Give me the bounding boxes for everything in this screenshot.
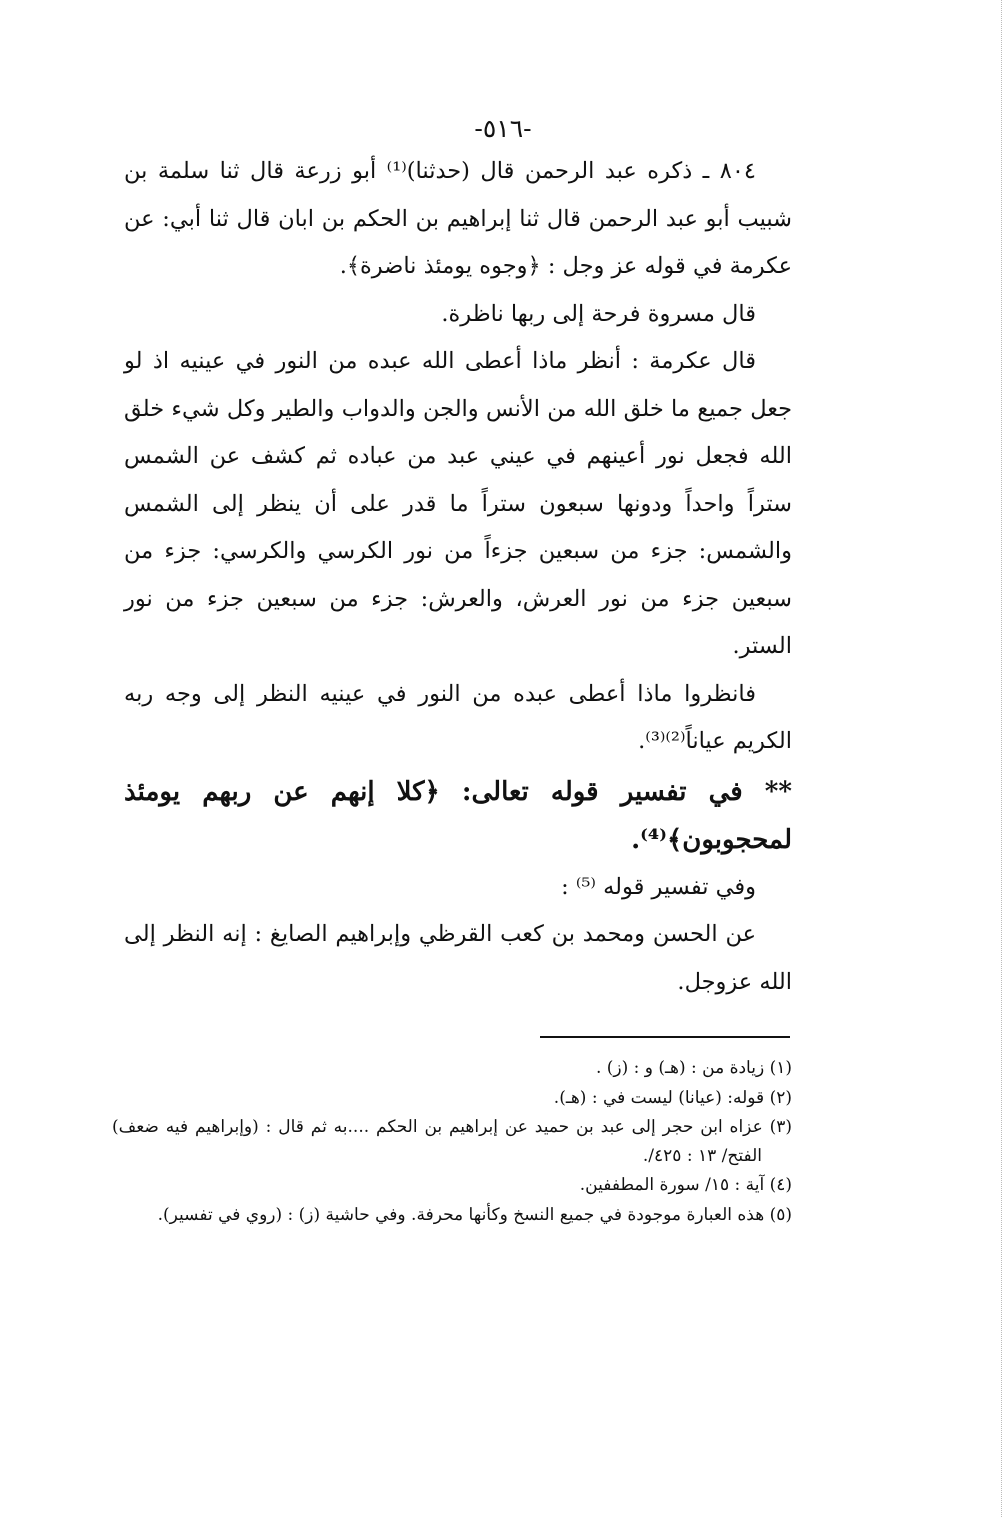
footnote-4: (٤) آية : ١٥/ سورة المطففين. <box>579 1175 792 1195</box>
conclusion-paragraph: فانظروا ماذا أعطى عبده من النور في عينيه النظر إلى وجه ربه الكريم عياناً⁽²⁾⁽³⁾. <box>124 680 792 754</box>
page-edge-line <box>1001 0 1002 1517</box>
ikrima-paragraph: قال عكرمة : أنظر ماذا أعطى الله عبده من النور في عينيه اذ لو جعل جميع ما خلق الله من الأنس والجن والدواب والطير وكل شيء خلق الله فجعل نور أعينهم في عيني عبد من عباده ثم كشف عن الشمس ستراً واحداً ودونها سبعون ستراً ما قدر على أن ينظر إلى الشمس والشمس: جزء من سبعين جزءاً من نور الكرسي والكرسي: جزء من سبعين جزء من نور العرش، والعرش: جزء من سبعين جزء من نور الستر. <box>124 348 792 659</box>
section-heading: ** في تفسير قوله تعالى: ﴿كلا إنهم عن ربهم يومئذ لمحجوبون﴾⁽⁴⁾. <box>124 776 792 855</box>
footnote-2: (٢) قوله: (عيانا) ليست في : (هـ). <box>553 1087 792 1108</box>
footnote-divider <box>540 1036 790 1038</box>
tafsir-intro: وفي تفسير قوله ⁽⁵⁾ : <box>561 873 756 900</box>
hadith-paragraph: ٨٠٤ ـ ذكره عبد الرحمن قال (حدثنا)⁽¹⁾ أبو زرعة قال ثنا سلمة بن شبيب أبو عبد الرحمن قال ثنا إبراهيم بن الحكم بن ابان قال ثنا أبي: عن عكرمة في قوله عز وجل : ﴿وجوه يومئذ ناضرة﴾. <box>124 158 792 279</box>
footnote-1: (١) زيادة من : (هـ) و : (ز) . <box>595 1058 792 1078</box>
footnotes <box>112 1054 792 1230</box>
masruq-paragraph: قال مسروة فرحة إلى ربها ناظرة. <box>441 300 756 327</box>
footnote-5: (٥) هذه العبارة موجودة في جميع النسخ وكأنها محرفة. وفي حاشية (ز) : (روي في تفسير). <box>157 1204 792 1225</box>
footnote-3: (٣) عزاه ابن حجر إلى عبد بن حميد عن إبراهيم بن الحكم ....به ثم قال : (وإبراهيم فيه ضعف) الفتح/ ١٣ : ٤٢٥/. <box>112 1117 792 1166</box>
tafsir-quote: عن الحسن ومحمد بن كعب القرظي وإبراهيم الصايغ : إنه النظر إلى الله عزوجل. <box>124 921 792 995</box>
page-number: -٥١٦- <box>474 114 532 143</box>
main-text <box>124 148 792 1006</box>
